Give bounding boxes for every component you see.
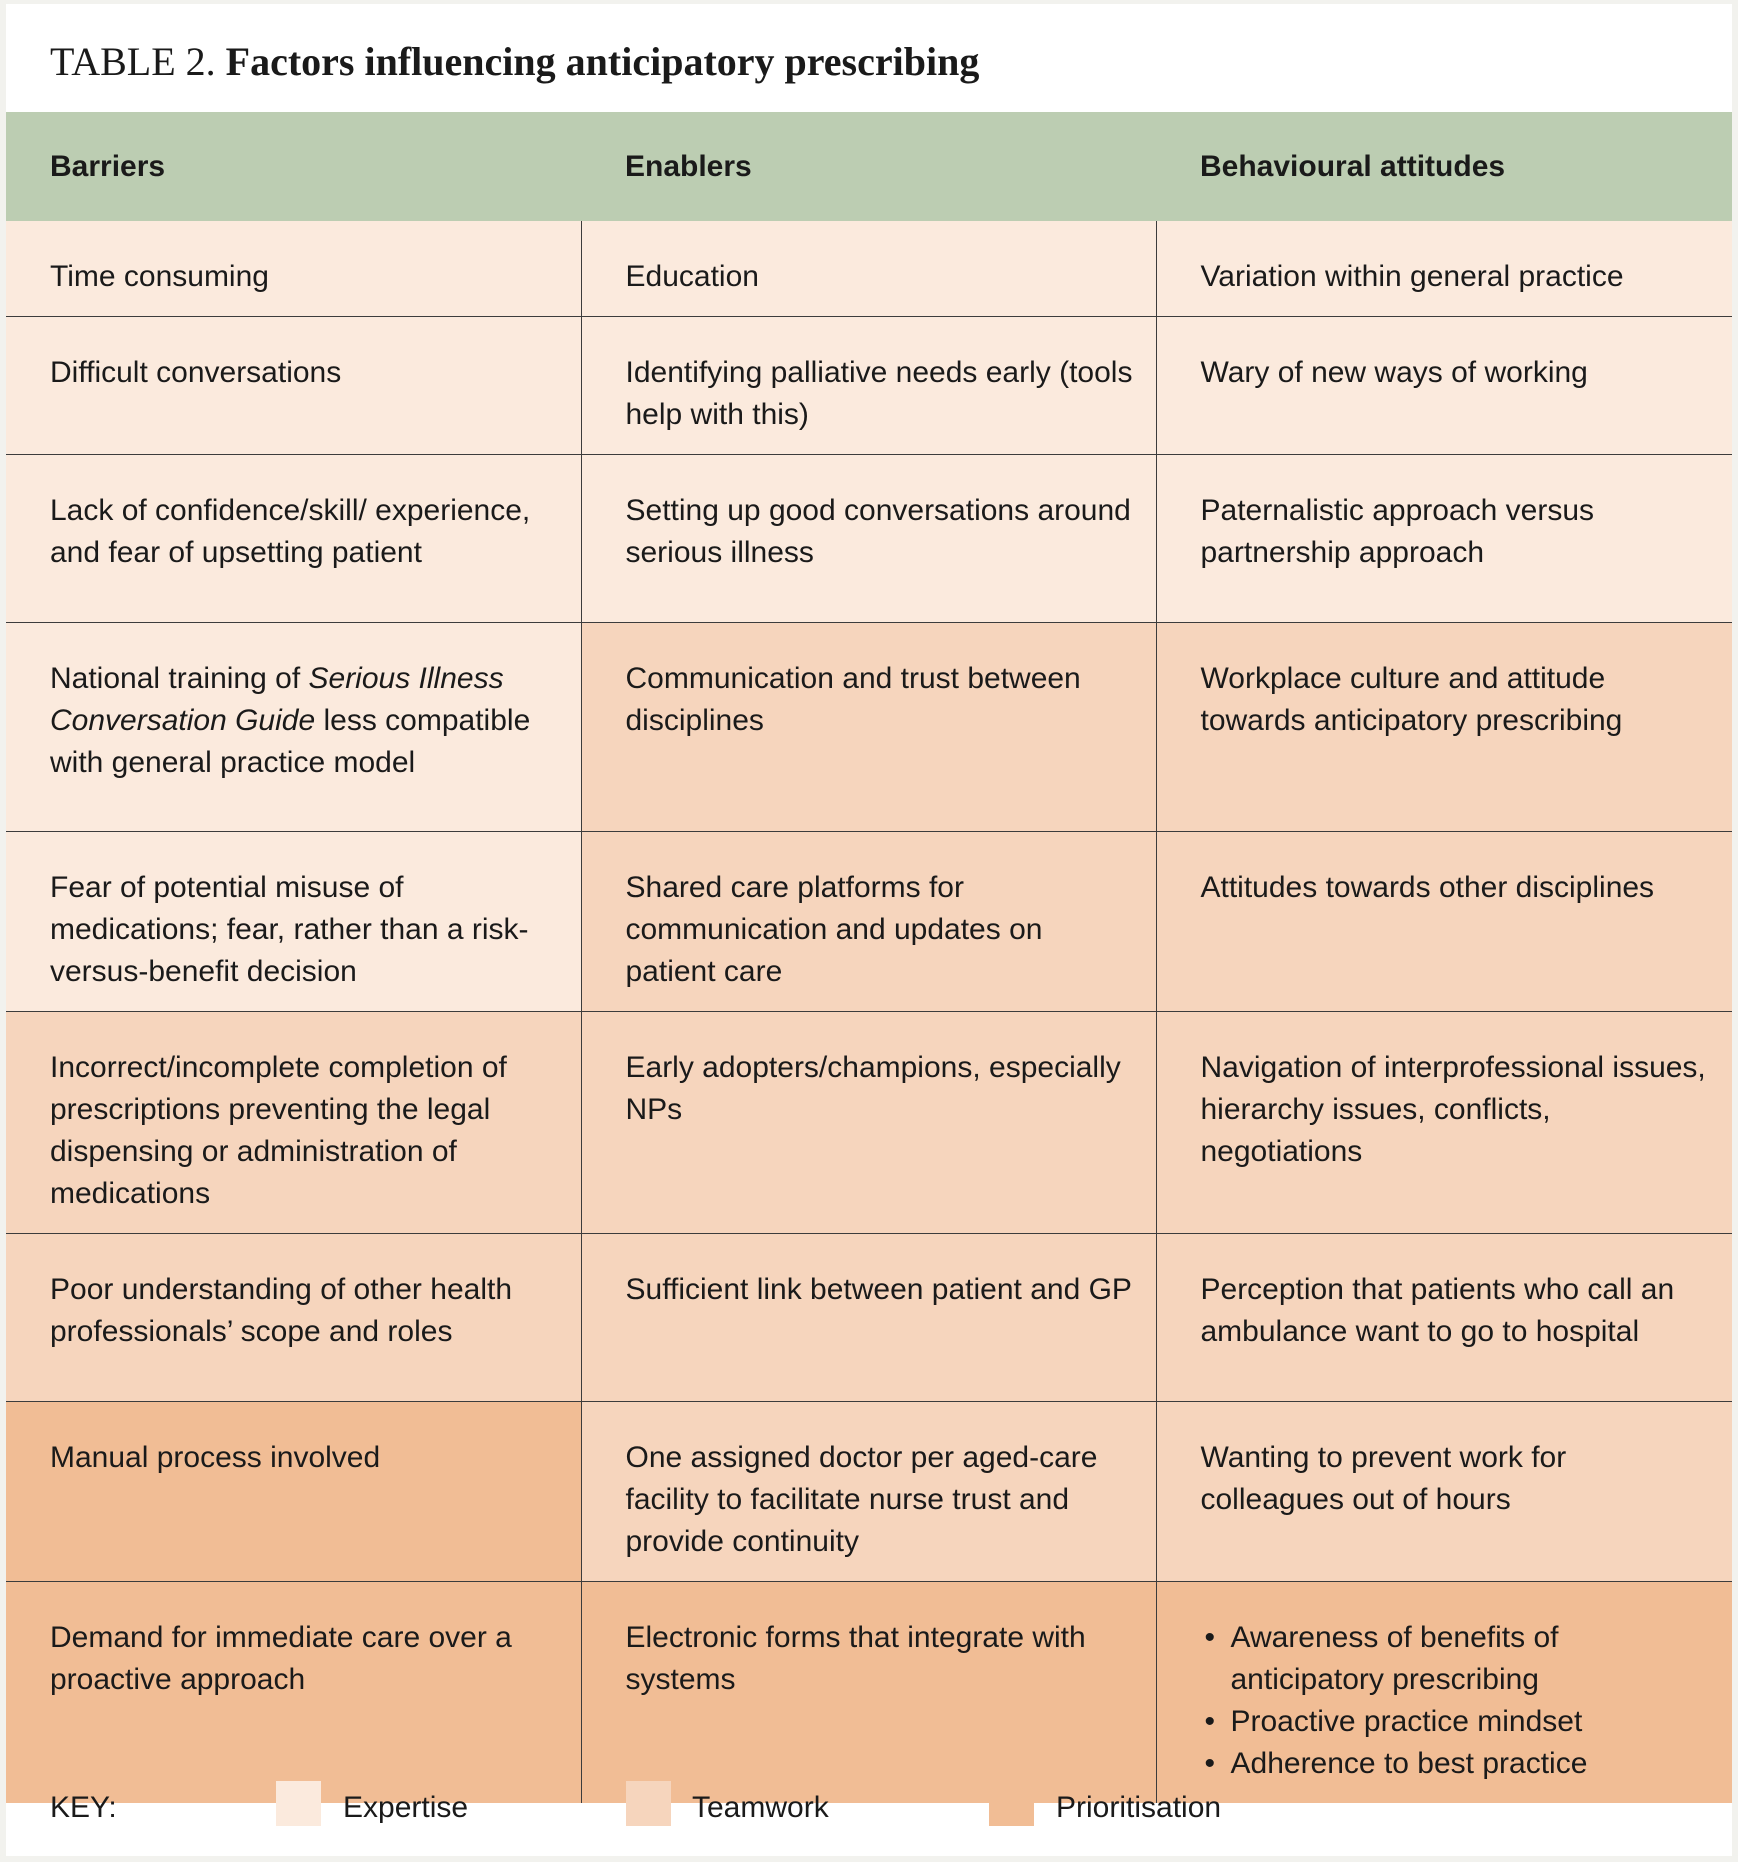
barrier-text-pre: National training of [50,662,309,695]
expertise-swatch [276,1781,321,1826]
key-label: KEY: [50,1791,117,1824]
enabler-cell: Early adopters/champions, especially NPs [581,1012,1156,1234]
barrier-text-post: less compatible with general practice model [50,704,531,779]
table-caption: Factors influencing anticipatory prescribing [225,39,980,84]
barrier-cell: Lack of confidence/skill/ experience, and fear of upsetting patient [6,455,581,623]
attitude-cell: Perception that patients who call an ambulance want to go to hospital [1156,1234,1732,1402]
barrier-cell: Poor understanding of other health professionals’ scope and roles [6,1234,581,1402]
key-item-prioritisation: Prioritisation [1056,1791,1222,1824]
table-number: TABLE 2. [50,39,216,84]
table-row [6,1402,1732,1582]
barrier-cell: Difficult conversations [6,317,581,455]
barrier-cell: Incorrect/incomplete completion of prescriptions preventing the legal dispensing or administration of medications [6,1012,581,1234]
barrier-cell: Demand for immediate care over a proactive approach [6,1582,581,1804]
key-item-teamwork: Teamwork [692,1791,829,1824]
header-behavioural-attitudes: Behavioural attitudes [1156,112,1732,221]
attitude-cell: Wary of new ways of working [1156,317,1732,455]
header-enablers: Enablers [581,112,1156,221]
table-figure [6,4,1732,1856]
attitude-cell: Wanting to prevent work for colleagues out of hours [1156,1402,1732,1582]
table-row [6,832,1732,1012]
bullet-item: • Awareness of benefits of anticipatory prescribing [1201,1617,1713,1701]
enabler-cell: Shared care platforms for communication and updates on patient care [581,832,1156,1012]
enabler-cell: Identifying palliative needs early (tools help with this) [581,317,1156,455]
enabler-cell: Education [581,221,1156,317]
table-title [50,38,979,86]
table-row [6,623,1732,832]
table-row [6,317,1732,455]
enabler-cell: Communication and trust between disciplines [581,623,1156,832]
enabler-cell: Sufficient link between patient and GP [581,1234,1156,1402]
guide-title: Serious Illness Conversation Guide [50,662,504,737]
barrier-cell: Manual process involved [6,1402,581,1582]
bullet-item: • Proactive practice mindset [1201,1701,1713,1743]
barrier-cell: Time consuming [6,221,581,317]
bullet-item: • Adherence to best practice [1201,1743,1713,1785]
attitude-cell: Workplace culture and attitude towards anticipatory prescribing [1156,623,1732,832]
table-row [6,1234,1732,1402]
attitude-cell: Navigation of interprofessional issues, hierarchy issues, conflicts, negotiations [1156,1012,1732,1234]
color-key [6,1760,1732,1856]
barrier-cell: Fear of potential misuse of medications; fear, rather than a risk-versus-benefit decision [6,832,581,1012]
header-row [6,112,1732,221]
barrier-cell [6,623,581,832]
teamwork-swatch [626,1781,671,1826]
key-item-expertise: Expertise [343,1791,469,1824]
attitude-cell: Attitudes towards other disciplines [1156,832,1732,1012]
table-row [6,455,1732,623]
enabler-cell: Electronic forms that integrate with systems [581,1582,1156,1804]
prioritisation-swatch [989,1781,1034,1826]
enabler-cell: One assigned doctor per aged-care facility to facilitate nurse trust and provide continuity [581,1402,1156,1582]
header-barriers: Barriers [6,112,581,221]
factors-table [6,112,1732,1803]
enabler-cell: Setting up good conversations around serious illness [581,455,1156,623]
attitude-cell: Variation within general practice [1156,221,1732,317]
attitude-cell: Paternalistic approach versus partnership approach [1156,455,1732,623]
table-row [6,1012,1732,1234]
table-row [6,221,1732,317]
